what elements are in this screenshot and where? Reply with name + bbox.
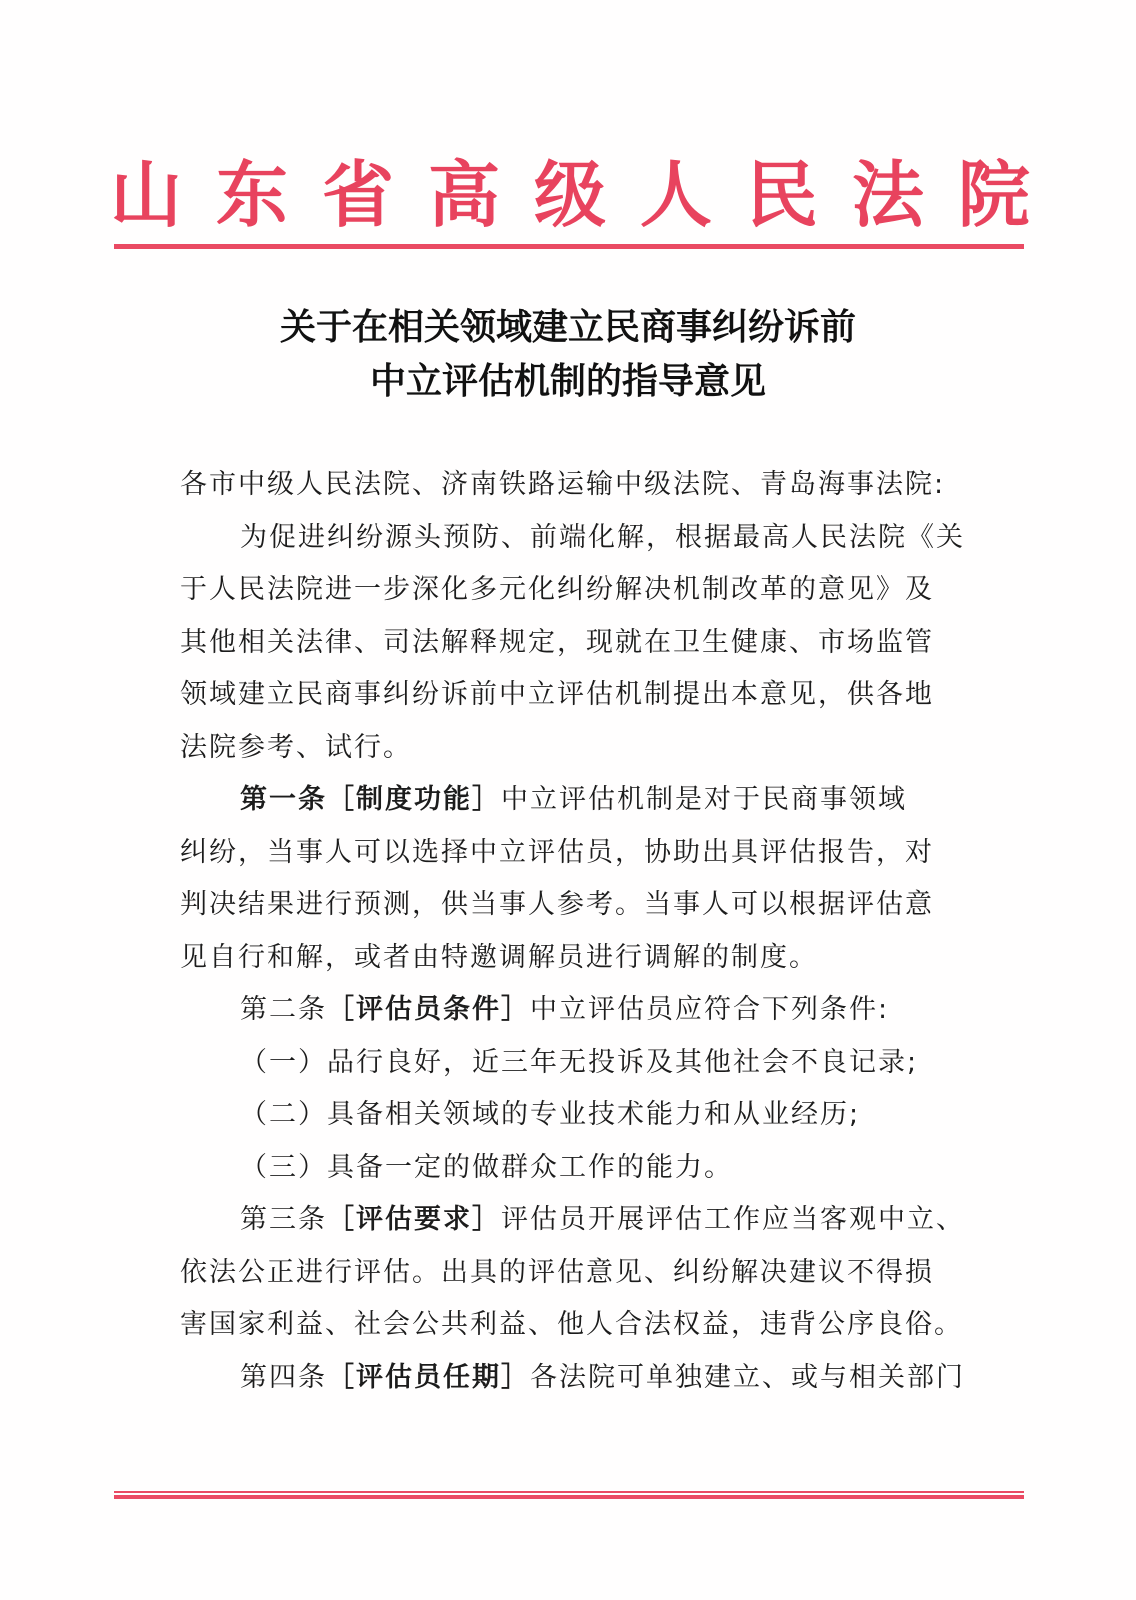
article-1-first-line [180,774,960,827]
article-2-text: 中立评估员应符合下列条件: [530,994,890,1025]
document-title [110,300,1026,408]
article-3-text: 评估员开展评估工作应当客观中立、 [501,1204,965,1235]
preamble-line: 为促进纠纷源头预防、前端化解，根据最高人民法院《关 [240,521,965,553]
salutation: 各市中级人民法院、济南铁路运输中级法院、青岛海事法院: [180,469,946,500]
article-1-heading: 第一条［制度功能］ [240,784,501,815]
masthead-char: 级 [533,153,606,237]
article-3-line: 害国家利益、社会公共利益、他人合法权益，违背公序良俗。 [180,1309,963,1340]
article-2-item: （二）具备相关领域的专业技术能力和从业经历; [240,1099,861,1130]
masthead-char: 高 [427,153,500,237]
masthead-char: 法 [851,153,924,237]
masthead-char: 民 [745,153,818,237]
masthead-red-divider [114,244,1024,249]
article-4-number: 第四条 [240,1361,327,1393]
preamble-line: 法院参考、试行。 [180,731,412,763]
article-3-line: 依法公正进行评估。出具的评估意见、纠纷解决建议不得损 [180,1256,934,1288]
article-4-text: 各法院可单独建立、或与相关部门 [530,1361,965,1393]
article-1-line: 见自行和解，或者由特邀调解员进行调解的制度。 [180,941,818,973]
footer-red-divider-thin [114,1491,1024,1493]
masthead-char: 人 [639,153,712,237]
masthead-char: 东 [215,153,288,237]
article-2-heading: ［评估员条件］ [327,994,530,1025]
masthead-char: 山 [110,153,183,237]
footer-red-divider-thick [114,1495,1024,1499]
article-4-first-line [180,1352,965,1405]
article-2-number: 第二条 [240,994,327,1025]
article-3-number: 第三条 [240,1204,327,1235]
article-2-item: （三）具备一定的做群众工作的能力。 [240,1151,733,1183]
article-1-line: 纠纷，当事人可以选择中立评估员，协助出具评估报告，对 [180,836,934,868]
preamble-line: 于人民法院进一步深化多元化纠纷解决机制改革的意见》及 [180,574,934,605]
masthead-char: 省 [321,153,394,237]
article-3-first-line [180,1194,965,1247]
masthead-char: 院 [957,153,1030,237]
article-2-item: （一）品行良好，近三年无投诉及其他社会不良记录; [240,1046,919,1078]
document-title-line-2: 中立评估机制的指导意见 [369,360,766,402]
article-4-heading: ［评估员任期］ [327,1361,530,1393]
article-2-first-line [180,984,960,1037]
article-1-text: 中立评估机制是对于民商事领域 [501,784,907,815]
document-title-line-1: 关于在相关领域建立民商事纠纷诉前 [279,306,856,348]
preamble-line: 其他相关法律、司法解释规定，现就在卫生健康、市场监管 [180,626,934,658]
article-1-line: 判决结果进行预测，供当事人参考。当事人可以根据评估意 [180,889,934,920]
document-body [180,459,965,1404]
masthead-court-name [110,150,1030,240]
preamble-line: 领域建立民商事纠纷诉前中立评估机制提出本意见，供各地 [180,679,934,710]
article-3-heading: ［评估要求］ [327,1204,501,1235]
